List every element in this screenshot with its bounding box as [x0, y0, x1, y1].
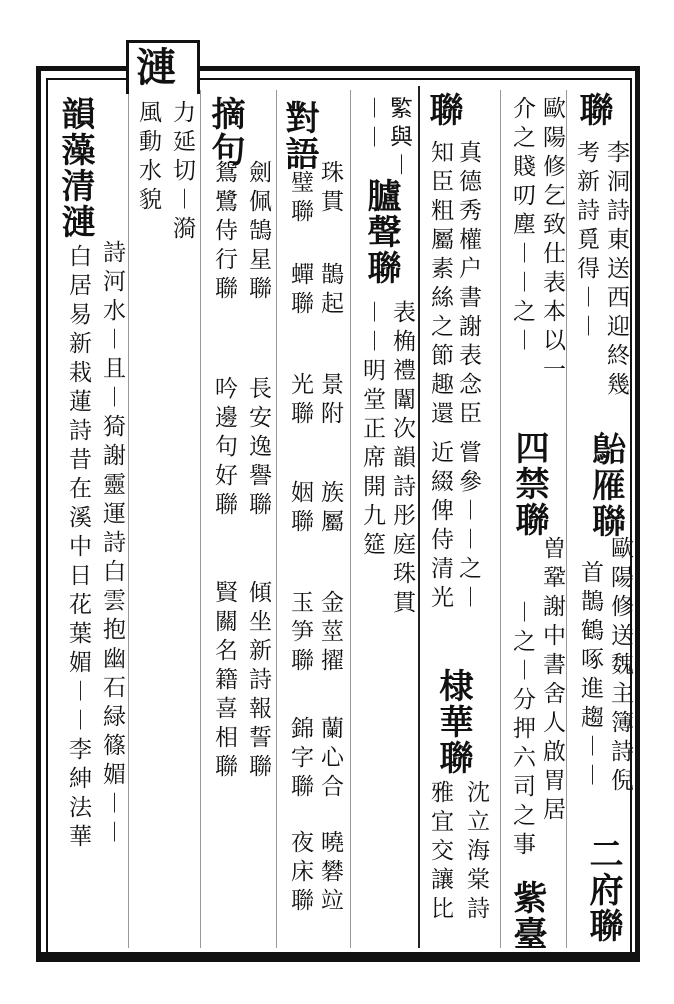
text-column: 景附	[317, 372, 343, 430]
text-column: 嘗參︱︱之︱	[455, 440, 481, 614]
text-column: 玉笋聯	[287, 590, 313, 677]
column-rule	[200, 90, 201, 948]
headword-column: 紫臺	[507, 880, 547, 952]
headword-column: 韻藻清漣	[55, 96, 95, 240]
text-column: 光聯	[287, 372, 313, 430]
text-column: 璧聯	[287, 170, 313, 228]
text-column: 吟邊句好聯	[211, 376, 237, 521]
text-column: 曉礬竝	[317, 830, 343, 917]
text-column: 沈立海棠詩	[463, 780, 489, 925]
text-column: 首鵲鶴啄進趨︱︱	[577, 560, 603, 792]
text-column: 夜床聯	[287, 830, 313, 917]
text-column: ︱︱	[359, 96, 385, 154]
text-column: 知臣粗屬素絲之節趣還	[427, 140, 453, 430]
text-column: ︱︱明堂正席開九筵	[359, 300, 385, 561]
headword-column: 對語	[279, 100, 319, 172]
text-column: 蘭心合	[317, 716, 343, 803]
text-column: 介之賤叨塵︱︱之︱	[509, 96, 535, 357]
text-column: 歐陽修乞致仕表本以一	[539, 96, 565, 386]
column-rule	[418, 86, 420, 948]
headword-column: 摘句	[205, 96, 245, 168]
column-rule	[276, 90, 277, 948]
column-rule	[350, 90, 351, 948]
text-column: 風動水貌	[135, 100, 161, 216]
headword-column: 𩿡雁聯	[587, 430, 627, 538]
text-column: 𦂳與︱	[387, 96, 413, 183]
column-rule	[128, 90, 129, 948]
text-column: 鴛鷺侍行聯	[211, 160, 237, 305]
headword-column: 聯	[423, 92, 463, 128]
column-rule	[500, 90, 501, 948]
bottom-border-bar	[40, 952, 638, 962]
text-column: 蟬聯	[287, 262, 313, 320]
headword-column: 棣華聯	[433, 668, 473, 776]
text-column: 近綴俾侍清光	[427, 440, 453, 614]
text-column: 長安逸譽聯	[245, 376, 271, 521]
text-column: 珠貫	[317, 160, 343, 218]
text-column: 考新詩覓得︱︱	[573, 140, 599, 343]
text-column: 族屬	[317, 480, 343, 538]
text-column: 白居易新栽蓮詩昔在溪中日花葉媚︱︱李紳法華	[65, 244, 91, 853]
text-column: 歐陽修送魏主簿詩倪	[607, 536, 633, 797]
text-column: 曽鞏謝中書舍人啟胃居	[539, 536, 565, 826]
text-column: 劍佩鵠星聯	[245, 160, 271, 305]
text-column: 力延切︱漪	[169, 100, 195, 245]
heading-character: 漣	[136, 44, 176, 91]
text-column: 金莖擢	[317, 590, 343, 677]
column-rule	[566, 90, 567, 948]
text-column: 詩河水︱且︱猗謝靈運詩白雲抱幽石緑篠媚︱︱	[99, 240, 125, 849]
text-column: 雅宜交讓比	[427, 780, 453, 925]
text-column: 傾坐新詩報誓聯	[245, 580, 271, 783]
headword-column: 二府聯	[583, 836, 623, 944]
text-column: 真德秀權户書謝表念臣	[455, 140, 481, 430]
headword-column: 四禁聯	[509, 430, 549, 538]
text-column: 姻聯	[287, 480, 313, 538]
text-column: 賢關名籍喜相聯	[211, 580, 237, 783]
text-column: 錦字聯	[287, 716, 313, 803]
headword-column: 聯	[573, 92, 613, 128]
text-column: 李洞詩東送西迎終幾	[603, 140, 629, 401]
text-column: 鵲起	[317, 262, 343, 320]
headword-column: 臚聲聯	[361, 178, 401, 286]
text-column: ︱之︱分押六司之事	[509, 600, 535, 861]
text-column: 表桷禮闈次韻詩彤庭珠貫	[389, 300, 415, 619]
